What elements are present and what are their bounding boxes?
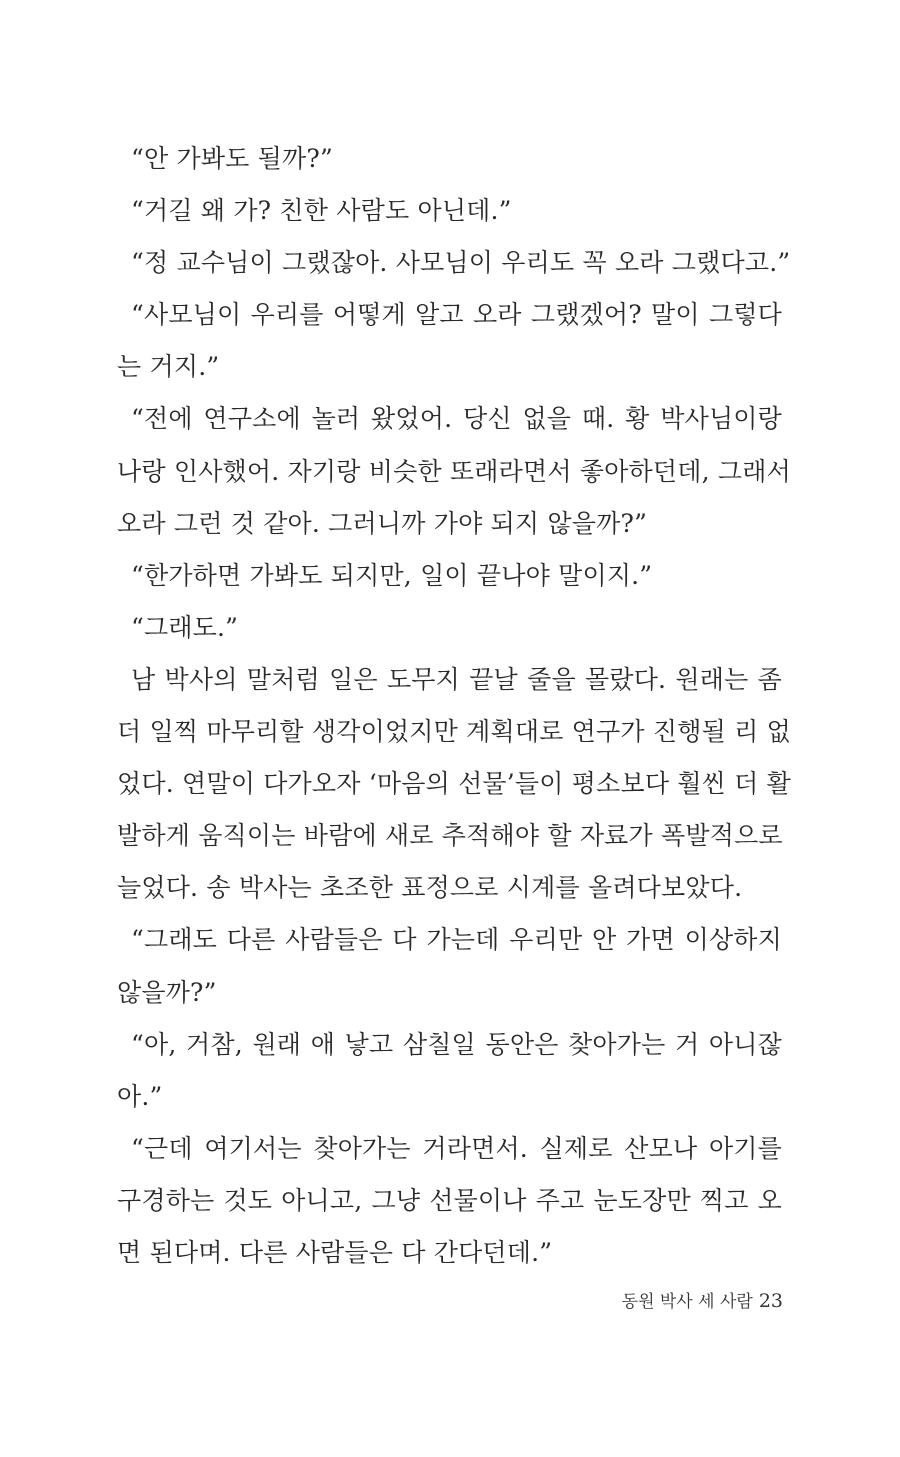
- text-line: “거길 왜 가? 친한 사람도 아닌데.”: [131, 196, 512, 226]
- text-line: “근데 여기서는 찾아가는 거라면서. 실제로 산모나 아기를: [131, 1133, 782, 1163]
- text-line: 구경하는 것도 아니고, 그냥 선물이나 주고 눈도장만 찍고 오: [117, 1185, 782, 1215]
- text-line: “안 가봐도 될까?”: [131, 144, 333, 173]
- text-line: 오라 그런 것 같아. 그러니까 가야 되지 않을까?”: [117, 508, 648, 538]
- page-number: 23: [758, 1290, 783, 1312]
- text-line: 늘었다. 송 박사는 초조한 표정으로 시계를 올려다보았다.: [117, 873, 743, 903]
- text-line: 더 일찍 마무리할 생각이었지만 계획대로 연구가 진행될 리 없: [117, 717, 791, 747]
- text-line: “한가하면 가봐도 되지만, 일이 끝나야 말이지.”: [131, 560, 653, 590]
- text-line: “사모님이 우리를 어떻게 알고 오라 그랬겠어? 말이 그렇다: [131, 300, 782, 330]
- page-footer: [571, 1290, 783, 1313]
- body-text: [117, 133, 792, 1279]
- text-line: “전에 연구소에 놀러 왔었어. 당신 없을 때. 황 박사님이랑: [131, 404, 782, 434]
- text-line: 나랑 인사했어. 자기랑 비슷한 또래라면서 좋아하던데, 그래서: [117, 456, 791, 486]
- text-line: “정 교수님이 그랬잖아. 사모님이 우리도 꼭 오라 그랬다고.”: [131, 248, 791, 278]
- text-line: 남 박사의 말처럼 일은 도무지 끝날 줄을 몰랐다. 원래는 좀: [131, 664, 782, 694]
- running-title: 동원 박사 세 사람: [621, 1292, 753, 1312]
- text-line: 발하게 움직이는 바람에 새로 추적해야 할 자료가 폭발적으로: [117, 821, 783, 851]
- text-line: “그래도 다른 사람들은 다 가는데 우리만 안 가면 이상하지: [131, 925, 782, 955]
- text-line: 아.”: [117, 1081, 163, 1111]
- text-line: “그래도.”: [131, 612, 239, 642]
- text-line: 면 된다며. 다른 사람들은 다 간다던데.”: [117, 1237, 553, 1267]
- text-line: “아, 거참, 원래 애 낳고 삼칠일 동안은 찾아가는 거 아니잖: [131, 1029, 782, 1059]
- text-line: 는 거지.”: [117, 352, 220, 382]
- text-line: 었다. 연말이 다가오자 ‘마음의 선물’들이 평소보다 훨씬 더 활: [117, 769, 792, 799]
- text-line: 않을까?”: [117, 977, 217, 1007]
